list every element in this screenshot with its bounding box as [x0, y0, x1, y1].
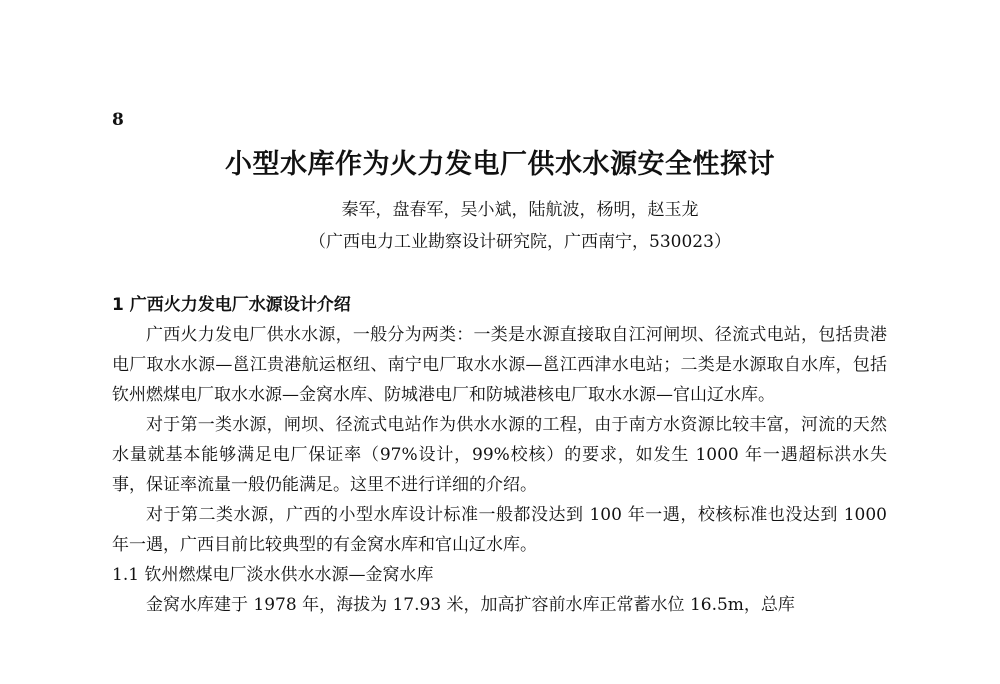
paragraph: 广西火力发电厂供水水源，一般分为两类：一类是水源直接取自江河闸坝、径流式电站，包括贵港电厂取水水源—邕江贵港航运枢纽、南宁电厂取水水源—邕江西津水电站；二类是水源取自水库，包括钦州燃煤电厂取水水源—金窝水库、防城港电厂和防城港核电厂取水水源—官山辽水库。	[112, 325, 887, 405]
paragraph: 对于第二类水源，广西的小型水库设计标准一般都没达到 100 年一遇，校核标准也没达到 1000 年一遇，广西目前比较典型的有金窝水库和官山辽水库。	[112, 505, 887, 555]
paper-body	[112, 290, 887, 624]
page-number: 8	[112, 110, 124, 130]
section-heading-1: 1 广西火力发电厂水源设计介绍	[112, 295, 351, 315]
affiliation: （广西电力工业勘察设计研究院，广西南宁，530023）	[309, 232, 731, 252]
paragraph: 金窝水库建于 1978 年，海拔为 17.93 米，加高扩容前水库正常蓄水位 16.5m，总库	[146, 595, 795, 615]
paragraph: 对于第一类水源，闸坝、径流式电站作为供水水源的工程，由于南方水资源比较丰富，河流的天然水量就基本能够满足电厂保证率（97%设计，99%校核）的要求，如发生 1000 年一遇超标洪水失事，保证率流量一般仍能满足。这里不进行详细的介绍。	[112, 415, 887, 495]
authors: 秦军，盘春军，吴小斌，陆航波，杨明，赵玉龙	[341, 200, 699, 220]
section-heading-1-1: 1.1 钦州燃煤电厂淡水供水水源—金窝水库	[112, 565, 434, 585]
paper-title: 小型水库作为火力发电厂供水水源安全性探讨	[225, 149, 775, 180]
